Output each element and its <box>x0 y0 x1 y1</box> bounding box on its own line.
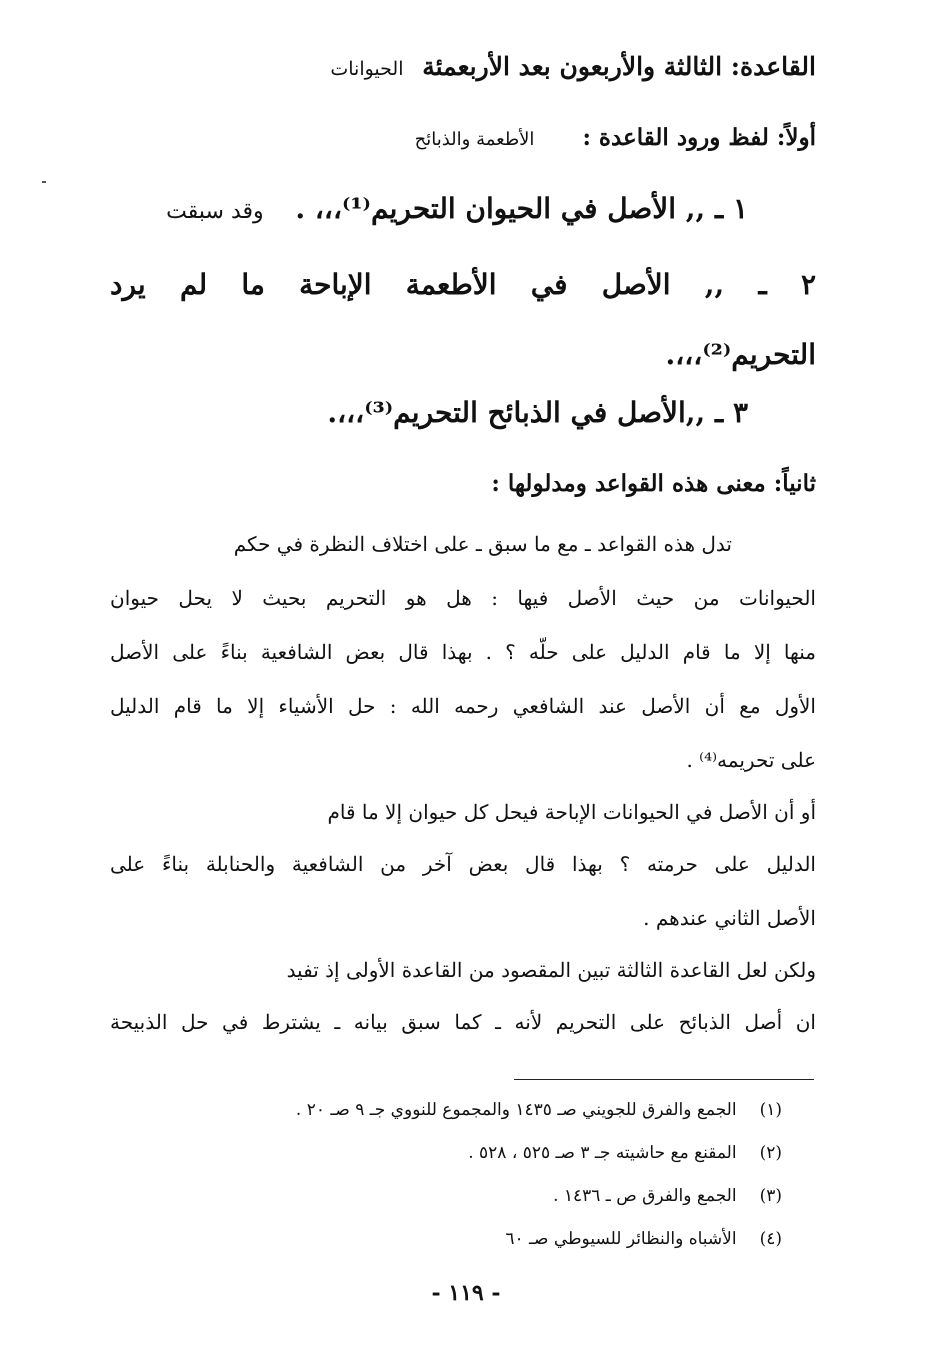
section-one-label: أولاً: لفظ ورود القاعدة : <box>582 124 816 151</box>
paragraph-line: الدليل على حرمته ؟ بهذا قال بعض آخر من الشافعية والحنابلة بناءً على <box>110 852 816 876</box>
paragraph-line: على تحريمه⁽⁴⁾ . <box>686 748 816 772</box>
paragraph-line: ان أصل الذبائح على التحريم لأنه ـ كما سبق بيانه ـ يشترط في حل الذبيحة <box>110 1010 816 1034</box>
section-one-subject: الأطعمة والذبائح <box>414 129 535 150</box>
footnote-3-number: (٣) <box>759 1186 782 1206</box>
footnote-3-text: الجمع والفرق ص ـ ١٤٣٦ . <box>553 1186 737 1206</box>
rule-title: القاعدة: الثالثة والأربعون بعد الأربعمئة <box>422 52 816 81</box>
footnote-2-text: المقنع مع حاشيته جـ ٣ صـ ٥٢٥ ، ٥٢٨ . <box>468 1143 737 1163</box>
footnote-1-number: (١) <box>759 1100 782 1120</box>
rule-item-1 <box>166 192 748 225</box>
page-number: - ١١٩ - <box>431 1280 501 1306</box>
footnote-4-number: (٤) <box>759 1229 782 1249</box>
rule-item-2: ٢ ـ ,, الأصل في الأطعمة الإباحة ما لم يرد <box>110 268 816 301</box>
paragraph-line: ولكن لعل القاعدة الثالثة تبين المقصود من القاعدة الأولى إذ تفيد <box>286 958 816 982</box>
footnote-2 <box>468 1143 782 1163</box>
paragraph-line: أو أن الأصل في الحيوانات الإباحة فيحل كل حيوان إلا ما قام <box>327 800 816 824</box>
footnote-3 <box>553 1186 782 1206</box>
section-two-heading: ثانياً: معنى هذه القواعد ومدلولها : <box>491 470 816 497</box>
footnote-1 <box>296 1100 782 1120</box>
rule-item-2-continuation: التحريم⁽²⁾،،،. <box>665 338 816 371</box>
paragraph-line: الأول مع أن الأصل عند الشافعي رحمه الله : حل الأشياء إلا ما قام الدليل <box>110 694 816 718</box>
paragraph-line: منها إلا ما قام الدليل على حلّه ؟ . بهذا قال بعض الشافعية بناءً على الأصل <box>110 640 816 664</box>
scan-speck <box>42 181 46 183</box>
footnote-4-text: الأشباه والنظائر للسيوطي صـ ٦٠ <box>505 1229 737 1249</box>
rule-chapter: الحيوانات <box>330 58 404 80</box>
paragraph-line: الأصل الثاني عندهم . <box>643 906 816 930</box>
rule-heading <box>110 52 816 81</box>
footnote-1-text: الجمع والفرق للجويني صـ ١٤٣٥ والمجموع للنووي جـ ٩ صـ ٢٠ . <box>295 1100 737 1120</box>
rule-item-3: ٣ ـ ,,الأصل في الذبائح التحريم⁽³⁾،،،. <box>327 396 748 429</box>
paragraph-line: تدل هذه القواعد ـ مع ما سبق ـ على اختلاف النظرة في حكم <box>233 532 732 556</box>
footnote-separator <box>514 1079 814 1080</box>
footnote-2-number: (٢) <box>759 1143 782 1163</box>
footnote-4 <box>505 1229 782 1249</box>
paragraph-line: الحيوانات من حيث الأصل فيها : هل هو التحريم بحيث لا يحل حيوان <box>110 586 816 610</box>
rule-item-1-tail: وقد سبقت <box>166 199 264 224</box>
section-one-heading <box>110 124 816 151</box>
rule-item-1-text: ١ ـ ,, الأصل في الحيوان التحريم⁽¹⁾،،، . <box>295 192 748 225</box>
